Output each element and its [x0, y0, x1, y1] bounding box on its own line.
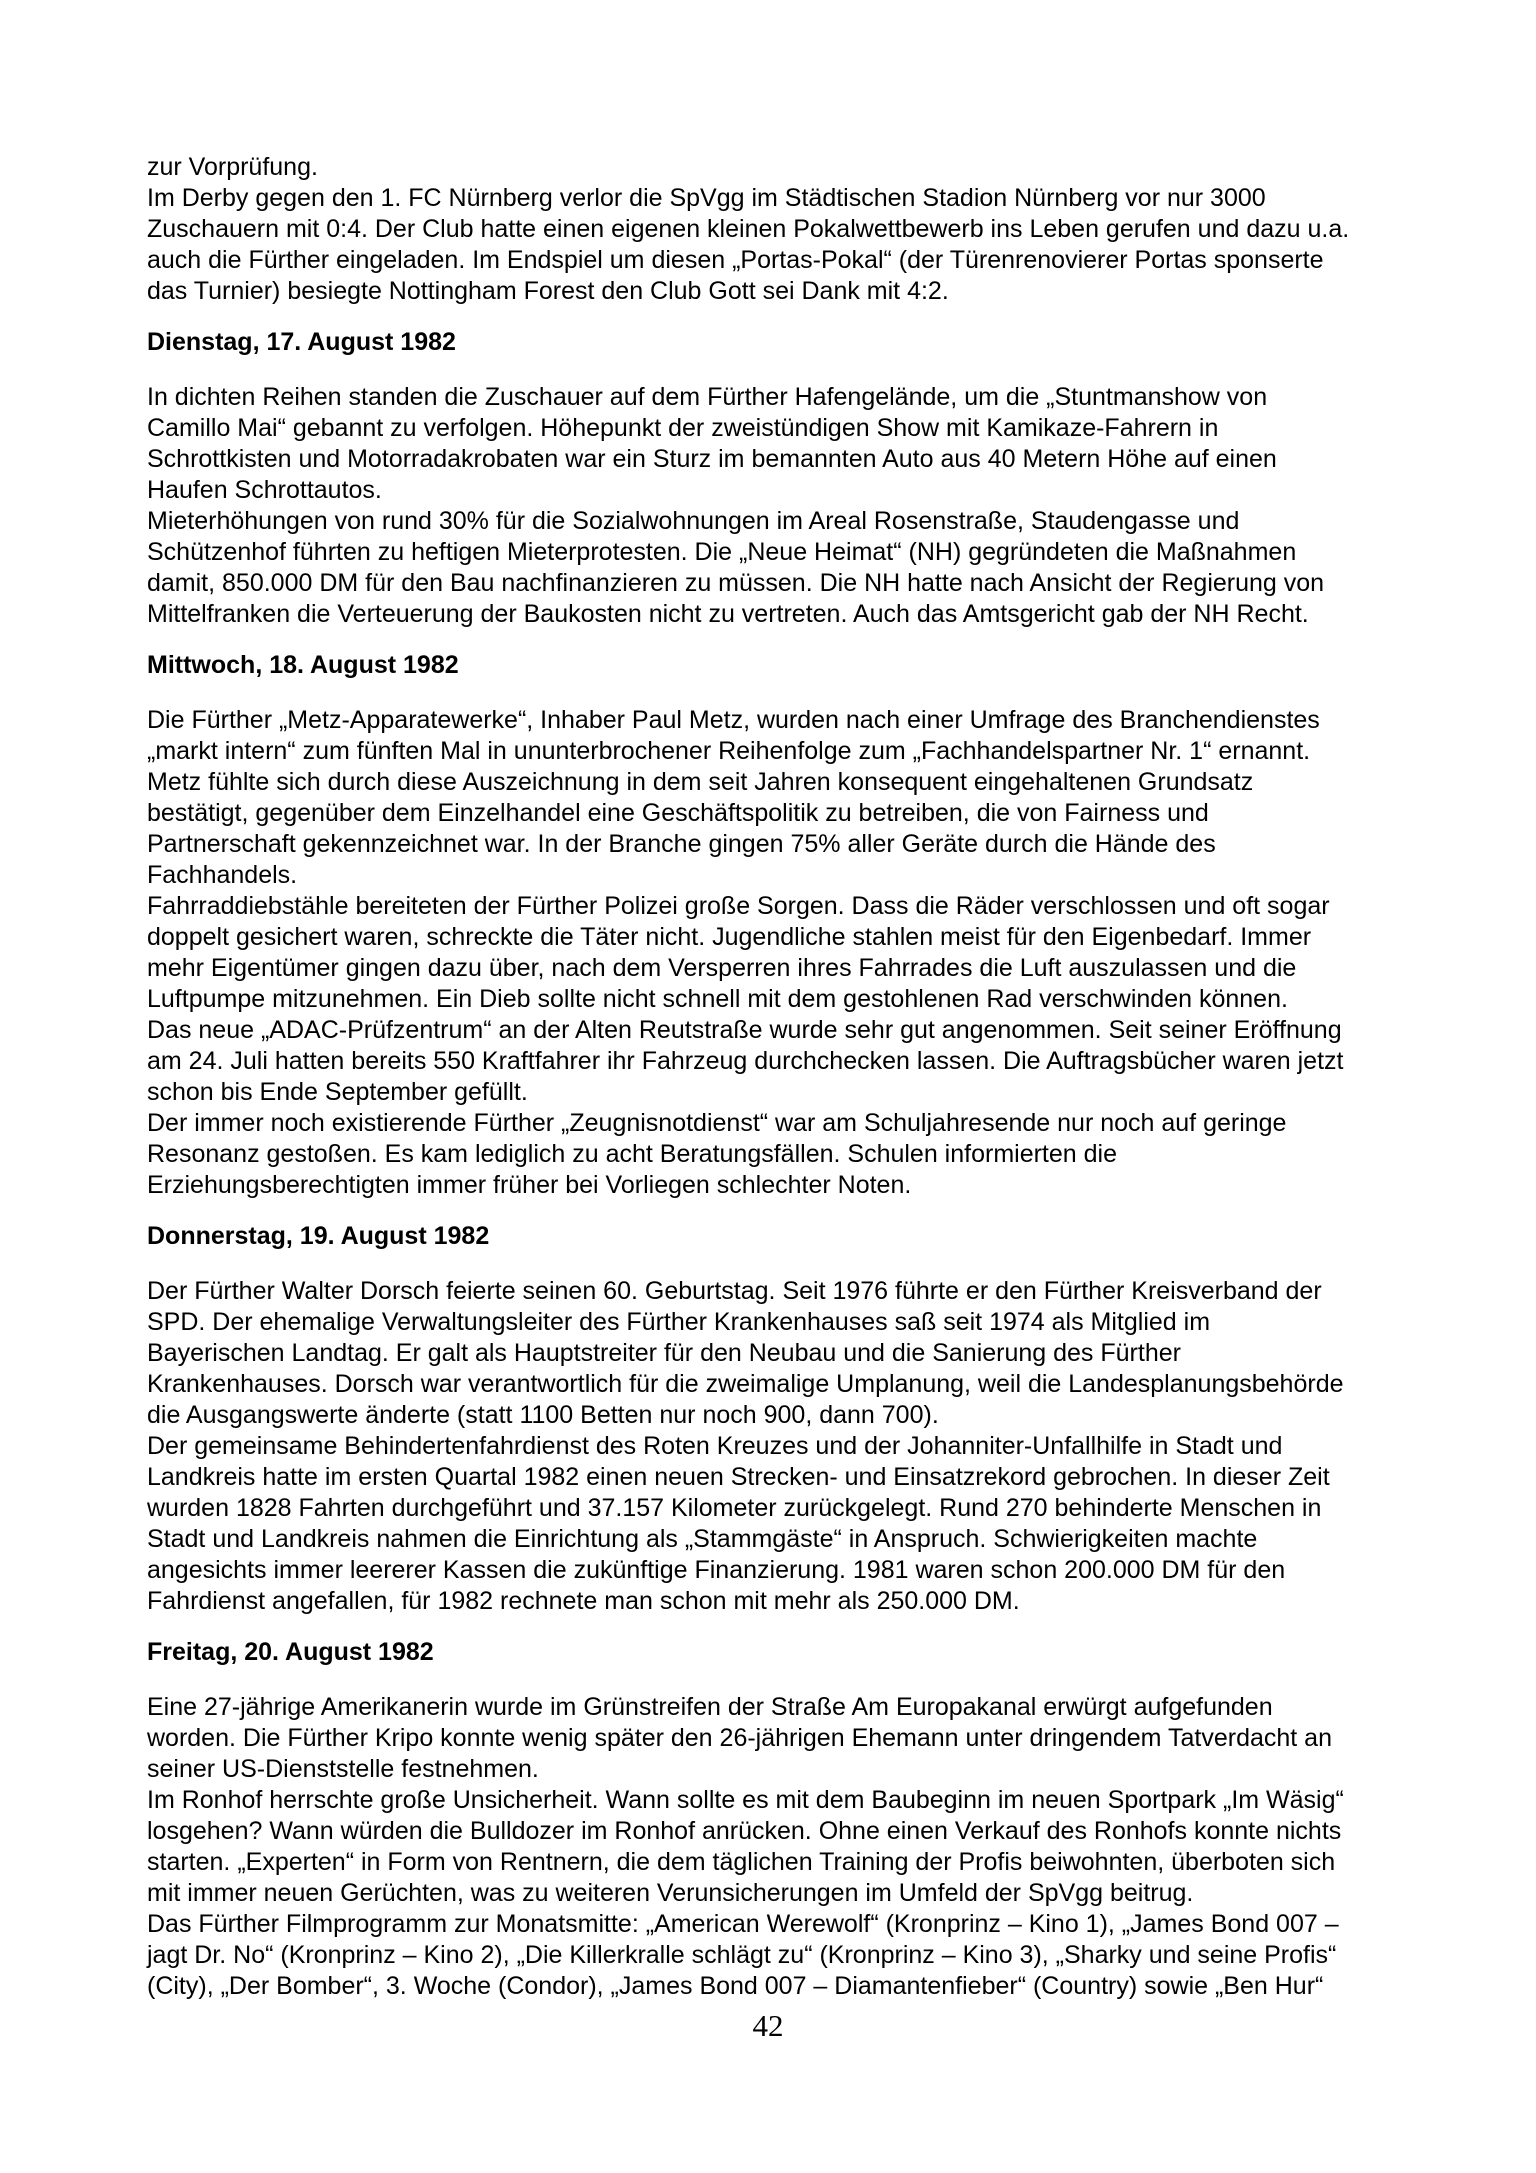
text-line: In dichten Reihen standen die Zuschauer auf dem Fürther Hafengelände, um die „Stuntmanshow von: [147, 383, 1268, 411]
text-line: auch die Fürther eingeladen. Im Endspiel um diesen „Portas-Pokal“ (der Türenrenovierer Portas sponserte: [147, 246, 1324, 274]
paragraph: [147, 382, 1476, 630]
text-line: Der immer noch existierende Fürther „Zeugnisnotdienst“ war am Schuljahresende nur noch auf geringe: [147, 1109, 1287, 1137]
day-heading: Donnerstag, 19. August 1982: [147, 1222, 490, 1250]
text-line: mit immer neuen Gerüchten, was zu weiteren Verunsicherungen im Umfeld der SpVgg beitrug.: [147, 1879, 1194, 1907]
text-line: damit, 850.000 DM für den Bau nachfinanzieren zu müssen. Die NH hatte nach Ansicht der Regierung von: [147, 569, 1325, 597]
text-line: Landkreis hatte im ersten Quartal 1982 einen neuen Strecken- und Einsatzrekord gebrochen. In dieser Zeit: [147, 1463, 1330, 1491]
text-line: die Ausgangswerte änderte (statt 1100 Betten nur noch 900, dann 700).: [147, 1401, 939, 1429]
text-line: wurden 1828 Fahrten durchgeführt und 37.157 Kilometer zurückgelegt. Rund 270 behinderte Menschen in: [147, 1494, 1322, 1522]
text-line: starten. „Experten“ in Form von Rentnern, die dem täglichen Training der Profis beiwohnten, überboten sich: [147, 1848, 1336, 1876]
text-line: Fahrdienst angefallen, für 1982 rechnete man schon mit mehr als 250.000 DM.: [147, 1587, 1020, 1615]
text-line: Camillo Mai“ gebannt zu verfolgen. Höhepunkt der zweistündigen Show mit Kamikaze-Fahrern in: [147, 414, 1219, 442]
text-line: Das Fürther Filmprogramm zur Monatsmitte: „American Werewolf“ (Kronprinz – Kino 1), „James Bond 007 –: [147, 1910, 1339, 1938]
text-line: Krankenhauses. Dorsch war verantwortlich für die zweimalige Umplanung, weil die Landesplanungsbehörde: [147, 1370, 1344, 1398]
text-line: bestätigt, gegenüber dem Einzelhandel eine Geschäftspolitik zu betreiben, die von Fairness und: [147, 799, 1209, 827]
paragraph: [147, 1692, 1476, 2002]
text-line: Schrottkisten und Motorradakrobaten war ein Sturz im bemannten Auto aus 40 Metern Höhe auf einen: [147, 445, 1277, 473]
text-line: Fahrraddiebstähle bereiteten der Fürther Polizei große Sorgen. Dass die Räder verschlossen und oft sogar: [147, 892, 1330, 920]
day-heading: Dienstag, 17. August 1982: [147, 328, 456, 356]
text-line: Die Fürther „Metz-Apparatewerke“, Inhaber Paul Metz, wurden nach einer Umfrage des Branchendienstes: [147, 706, 1320, 734]
day-heading: Freitag, 20. August 1982: [147, 1638, 434, 1666]
text-line: schon bis Ende September gefüllt.: [147, 1078, 528, 1106]
text-line: (City), „Der Bomber“, 3. Woche (Condor), „James Bond 007 – Diamantenfieber“ (Country) sowie „Ben Hur“: [147, 1972, 1324, 2000]
text-line: Stadt und Landkreis nahmen die Einrichtung als „Stammgäste“ in Anspruch. Schwierigkeiten machte: [147, 1525, 1258, 1553]
text-line: „markt intern“ zum fünften Mal in ununterbrochener Reihenfolge zum „Fachhandelspartner Nr. 1“ ernannt.: [147, 737, 1311, 765]
text-line: doppelt gesichert waren, schreckte die Täter nicht. Jugendliche stahlen meist für den Eigenbedarf. Immer: [147, 923, 1312, 951]
text-line: Mittelfranken die Verteuerung der Baukosten nicht zu vertreten. Auch das Amtsgericht gab der NH Recht.: [147, 600, 1309, 628]
text-line: Der Fürther Walter Dorsch feierte seinen 60. Geburtstag. Seit 1976 führte er den Fürther Kreisverband der: [147, 1277, 1322, 1305]
paragraph: [147, 705, 1476, 1201]
text-line: Fachhandels.: [147, 861, 298, 889]
text-line: Resonanz gestoßen. Es kam lediglich zu acht Beratungsfällen. Schulen informierten die: [147, 1140, 1117, 1168]
text-line: das Turnier) besiegte Nottingham Forest den Club Gott sei Dank mit 4:2.: [147, 277, 949, 305]
text-line: Luftpumpe mitzunehmen. Ein Dieb sollte nicht schnell mit dem gestohlenen Rad verschwinden können.: [147, 985, 1288, 1013]
text-line: Zuschauern mit 0:4. Der Club hatte einen eigenen kleinen Pokalwettbewerb ins Leben gerufen und dazu u.a.: [147, 215, 1350, 243]
text-line: Partnerschaft gekennzeichnet war. In der Branche gingen 75% aller Geräte durch die Hände des: [147, 830, 1216, 858]
text-line: SPD. Der ehemalige Verwaltungsleiter des Fürther Krankenhauses saß seit 1974 als Mitglied im: [147, 1308, 1211, 1336]
text-line: Der gemeinsame Behindertenfahrdienst des Roten Kreuzes und der Johanniter-Unfallhilfe in Stadt und: [147, 1432, 1283, 1460]
text-line: Das neue „ADAC-Prüfzentrum“ an der Alten Reutstraße wurde sehr gut angenommen. Seit seiner Eröffnung: [147, 1016, 1342, 1044]
text-line: Mieterhöhungen von rund 30% für die Sozialwohnungen im Areal Rosenstraße, Staudengasse und: [147, 507, 1240, 535]
document-body: [147, 152, 1476, 2002]
page-number: 42: [752, 2008, 784, 2043]
text-line: angesichts immer leererer Kassen die zukünftige Finanzierung. 1981 waren schon 200.000 DM für den: [147, 1556, 1286, 1584]
text-line: Erziehungsberechtigten immer früher bei Vorliegen schlechter Noten.: [147, 1171, 912, 1199]
text-line: Im Ronhof herrschte große Unsicherheit. Wann sollte es mit dem Baubeginn im neuen Sportpark „Im Wäsig“: [147, 1786, 1344, 1814]
paragraph: [147, 152, 1476, 307]
day-heading: Mittwoch, 18. August 1982: [147, 651, 459, 679]
text-line: Bayerischen Landtag. Er galt als Hauptstreiter für den Neubau und die Sanierung des Fürther: [147, 1339, 1181, 1367]
text-line: am 24. Juli hatten bereits 550 Kraftfahrer ihr Fahrzeug durchchecken lassen. Die Auftragsbücher waren jetzt: [147, 1047, 1344, 1075]
text-line: Haufen Schrottautos.: [147, 476, 382, 504]
text-line: mehr Eigentümer gingen dazu über, nach dem Versperren ihres Fahrrades die Luft auszulassen und die: [147, 954, 1297, 982]
text-line: zur Vorprüfung.: [147, 153, 318, 181]
text-line: Schützenhof führten zu heftigen Mieterprotesten. Die „Neue Heimat“ (NH) gegründeten die Maßnahmen: [147, 538, 1297, 566]
text-line: Im Derby gegen den 1. FC Nürnberg verlor die SpVgg im Städtischen Stadion Nürnberg vor nur 3000: [147, 184, 1266, 212]
text-line: Metz fühlte sich durch diese Auszeichnung in dem seit Jahren konsequent eingehaltenen Grundsatz: [147, 768, 1254, 796]
text-line: worden. Die Fürther Kripo konnte wenig später den 26-jährigen Ehemann unter dringendem Tatverdacht an: [147, 1724, 1332, 1752]
text-line: seiner US-Dienststelle festnehmen.: [147, 1755, 539, 1783]
text-line: losgehen? Wann würden die Bulldozer im Ronhof anrücken. Ohne einen Verkauf des Ronhofs konnte nichts: [147, 1817, 1342, 1845]
text-line: Eine 27-jährige Amerikanerin wurde im Grünstreifen der Straße Am Europakanal erwürgt aufgefunden: [147, 1693, 1273, 1721]
text-line: jagt Dr. No“ (Kronprinz – Kino 2), „Die Killerkralle schlägt zu“ (Kronprinz – Kino 3), „Sharky und seine Profis“: [147, 1941, 1337, 1969]
paragraph: [147, 1276, 1476, 1617]
